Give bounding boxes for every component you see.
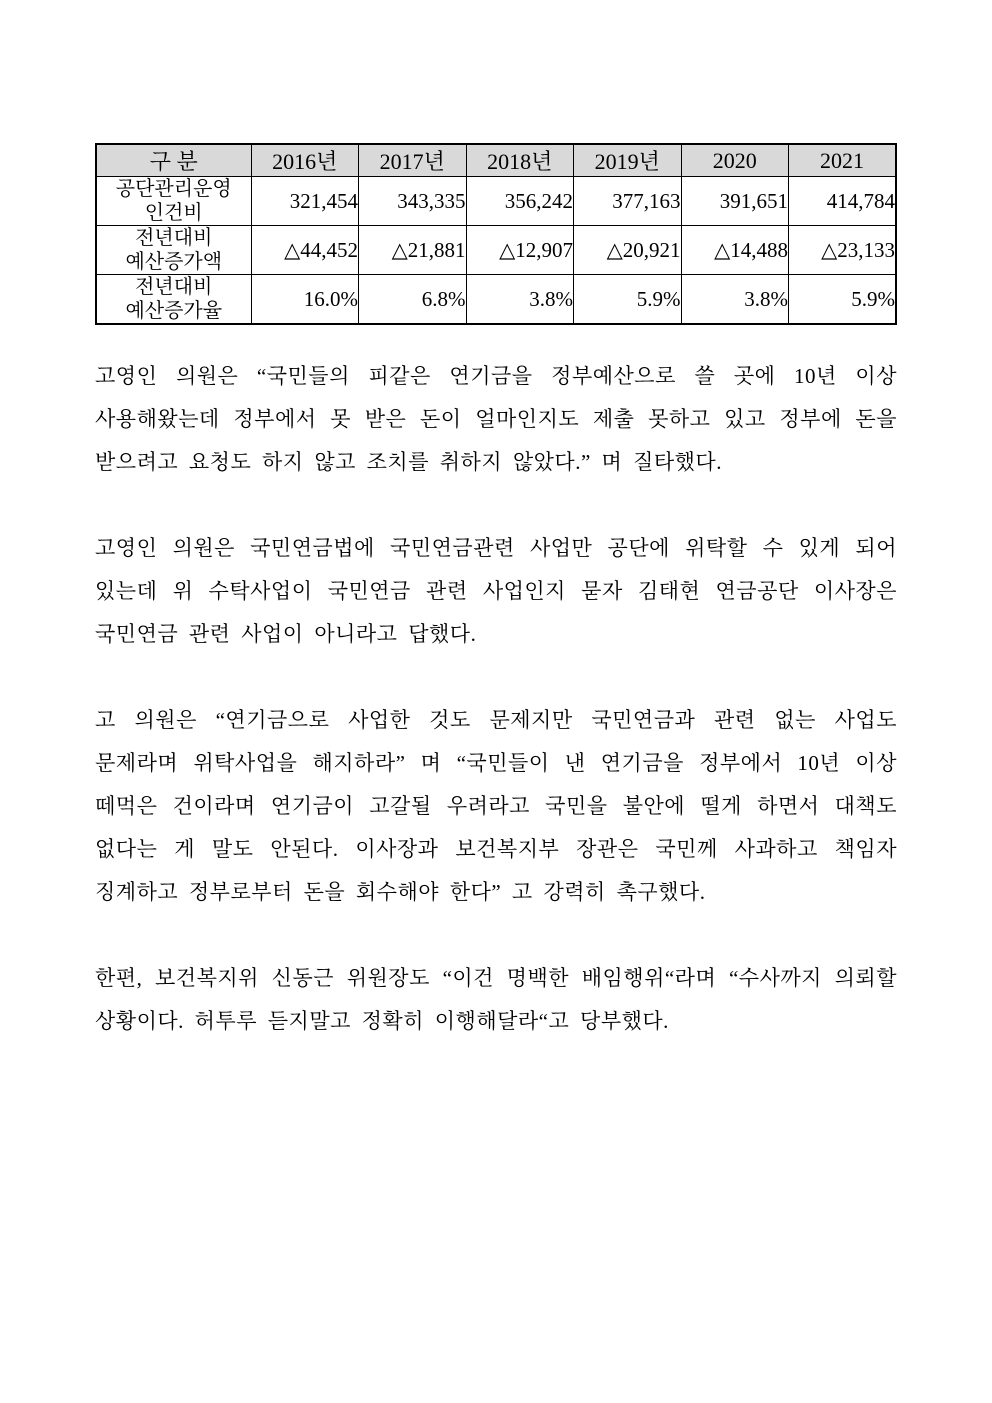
table-cell: 343,335: [359, 177, 467, 226]
table-cell: 5.9%: [574, 275, 682, 325]
paragraph-criticism: 고영인 의원은 “국민들의 피같은 연기금을 정부예산으로 쓸 곳에 10년 이상 사용해왔는데 정부에서 못 받은 돈이 얼마인지도 제출 못하고 있고 정부에 돈을 받으려고 요청도 하지 않고 조치를 취하지 않았다.” 며 질타했다.: [95, 364, 897, 474]
table-cell: △20,921: [574, 226, 682, 275]
row-label-line2: 인건비: [144, 202, 203, 224]
document-page: [95, 143, 897, 1043]
header-cell-category: 구 분: [96, 144, 251, 177]
table-cell: 3.8%: [466, 275, 574, 325]
table-row-budget-increase-rate: [96, 275, 896, 325]
table-cell: 16.0%: [251, 275, 359, 325]
table-cell: △12,907: [466, 226, 574, 275]
header-cell-2016: 2016년: [251, 144, 359, 177]
table-cell: 377,163: [574, 177, 682, 226]
row-label-line1: 공단관리운영: [115, 178, 232, 200]
row-label-line2: 예산증가액: [125, 251, 223, 273]
header-cell-2018: 2018년: [466, 144, 574, 177]
article-body: [95, 355, 897, 1043]
row-label-budget-increase-rate: [96, 275, 251, 325]
table-cell: 356,242: [466, 177, 574, 226]
paragraph-pension-law: 고영인 의원은 국민연금법에 국민연금관련 사업만 공단에 위탁할 수 있게 되어 있는데 위 수탁사업이 국민연금 관련 사업인지 묻자 김태현 연금공단 이사장은 국민연금 관련 사업이 아니라고 답했다.: [95, 536, 897, 646]
table-cell: 6.8%: [359, 275, 467, 325]
row-label-budget-increase-amount: [96, 226, 251, 275]
table-cell: 321,454: [251, 177, 359, 226]
table-row-budget-increase-amount: [96, 226, 896, 275]
row-label-line1: 전년대비: [135, 276, 213, 298]
table-row-personnel-cost: [96, 177, 896, 226]
table-cell: △23,133: [789, 226, 897, 275]
table-cell: 391,651: [681, 177, 789, 226]
row-label-line2: 예산증가율: [125, 300, 223, 322]
row-label-line1: 전년대비: [135, 227, 213, 249]
header-cell-2020: 2020: [681, 144, 789, 177]
table-cell: △14,488: [681, 226, 789, 275]
table-cell: △44,452: [251, 226, 359, 275]
header-cell-2021: 2021: [789, 144, 897, 177]
paragraph-demand: 고 의원은 “연기금으로 사업한 것도 문제지만 국민연금과 관련 없는 사업도 문제라며 위탁사업을 해지하라” 며 “국민들이 낸 연기금을 정부에서 10년 이상 떼먹은 건이라며 연기금이 고갈될 우려라고 국민을 불안에 떨게 하면서 대책도 없다는 게 말도 안된다. 이사장과 보건복지부 장관은 국민께 사과하고 책임자 징계하고 정부로부터 돈을 회수해야 한다” 고 강력히 촉구했다.: [95, 708, 897, 904]
table-cell: 5.9%: [789, 275, 897, 325]
table-cell: 414,784: [789, 177, 897, 226]
header-cell-2019: 2019년: [574, 144, 682, 177]
paragraph-chairman-remark: 한편, 보건복지위 신동근 위원장도 “이건 명백한 배임행위“라며 “수사까지 의뢰할 상황이다. 허투루 듣지말고 정확히 이행해달라“고 당부했다.: [95, 966, 897, 1033]
table-header-row: [96, 144, 896, 177]
table-cell: △21,881: [359, 226, 467, 275]
header-cell-2017: 2017년: [359, 144, 467, 177]
table-cell: 3.8%: [681, 275, 789, 325]
row-label-personnel-cost: [96, 177, 251, 226]
budget-table: [95, 143, 897, 325]
